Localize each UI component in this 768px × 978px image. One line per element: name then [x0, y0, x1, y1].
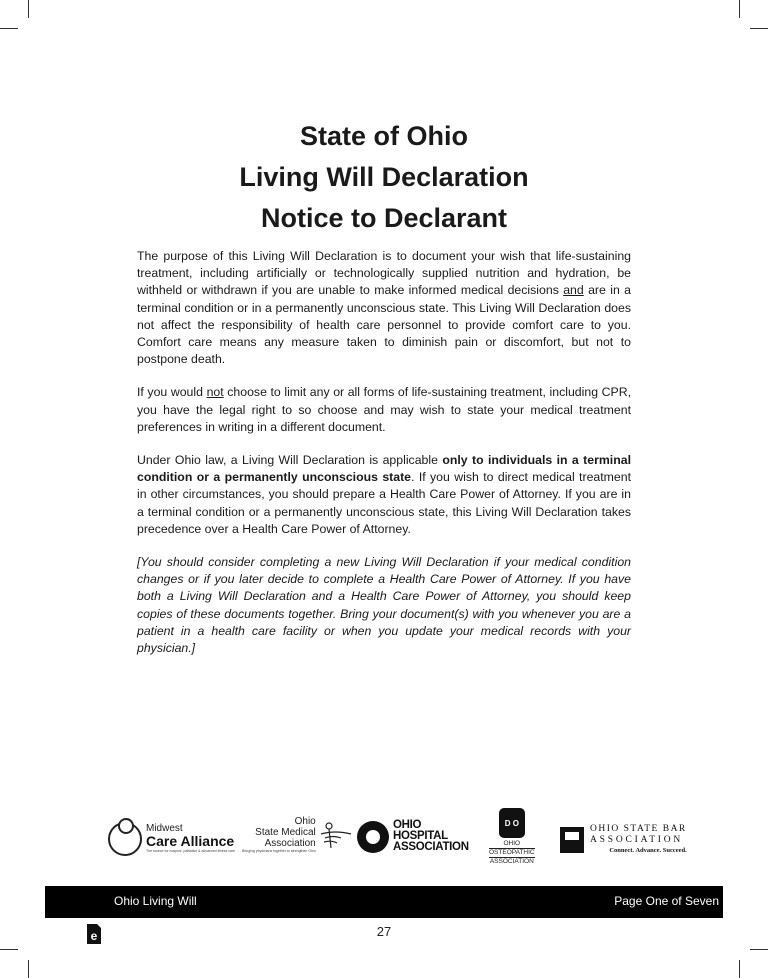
underlined-word: not [206, 385, 224, 400]
bold-text: only to individuals in a terminal condition or a permanently unconscious state [137, 453, 631, 485]
crop-mark [739, 0, 740, 18]
paragraph-text: are in a terminal condition or in a permanently unconscious state. This Living Will Declaration does not affect the responsibility of health care personnel to provide comfort care to you. Comfort care means any measure taken to diminish pain or discomfort, but not to postpone death. [137, 283, 631, 367]
osma-line2: State Medical [255, 827, 316, 838]
ooa-line1: OHIO [503, 840, 521, 847]
crop-mark [739, 960, 740, 978]
crop-mark [28, 960, 29, 978]
paragraph-cpr [137, 384, 631, 436]
paragraph-advice: [You should consider completing a new Living Will Declaration if your medical condition changes or if you later decide to complete a Health Care Power of Attorney. If you have both a Living Will Declaration and a Health Care Power of Attorney, you should keep copies of these documents together. Bring your document(s) with you whenever you are a patient in a health care facility or when you update your medical records with your physician.] [137, 555, 631, 656]
oha-line3: ASSOCIATION [393, 841, 469, 853]
osba-line1: OHIO STATE BAR [590, 824, 687, 834]
page-number: 27 [376, 924, 392, 939]
ohio-state-medical-association-logo [242, 816, 353, 854]
osba-line2: ASSOCIATION [590, 835, 684, 845]
crop-mark [750, 949, 768, 950]
oha-mark-icon [357, 821, 389, 853]
notice-body [137, 248, 631, 673]
crop-mark [0, 949, 18, 950]
svg-text:e: e [90, 929, 98, 943]
paragraph-text: . If you wish to direct medical treatment in other circumstances, you should prepare a Health Care Power of Attorney. If you are in a terminal condition or a permanently unconscious state, this Living Will Declaration takes precedence over a Health Care Power of Attorney. [137, 470, 631, 536]
paragraph-text: Under Ohio law, a Living Will Declaration is applicable [137, 453, 443, 468]
footer-page-label: Page One of Seven [614, 894, 719, 908]
paragraph-text: The purpose of this Living Will Declaration is to document your wish that life-sustaining treatment, including artificially or technologically supplied nutrition and hydration, be withheld or withdrawn if you are unable to make informed medical decisions [137, 249, 631, 298]
oha-line2: HOSPITAL [393, 830, 448, 842]
crop-mark [0, 28, 18, 29]
paragraph-text: If you would [137, 385, 207, 400]
mca-line1: Midwest [146, 823, 183, 834]
crop-mark [28, 0, 29, 18]
mca-mark-icon [108, 822, 142, 856]
paragraph-text: choose to limit any or all forms of life-sustaining treatment, including CPR, you have the legal right to so choose and may wish to state your medical treatment preferences in writing in a different document. [137, 385, 631, 434]
crop-mark [750, 28, 768, 29]
footer-bar [45, 886, 723, 918]
osba-mark-icon [560, 827, 584, 853]
osba-tagline: Connect. Advance. Succeed. [609, 847, 687, 854]
title-line-2: Living Will Declaration [239, 162, 529, 192]
ohio-hospital-association-logo [357, 820, 469, 853]
osma-line1: Ohio [294, 816, 316, 827]
midwest-care-alliance-logo [108, 822, 235, 856]
mca-line2: Care Alliance [146, 833, 235, 849]
osma-line3: Association [264, 838, 316, 849]
do-badge-icon: D O [499, 808, 525, 838]
ooa-line3: ASSOCIATION [489, 858, 534, 865]
ohio-state-bar-association-logo [560, 824, 687, 855]
ooa-line2: OSTEOPATHIC [489, 849, 535, 856]
footer-document-name: Ohio Living Will [114, 894, 197, 908]
title-line-3: Notice to Declarant [260, 203, 508, 233]
mca-tagline: The source for hospice, palliative & advanced illness care [146, 849, 236, 853]
page-title [0, 116, 768, 239]
underlined-word: and [563, 283, 584, 298]
paragraph-ohio-law [137, 452, 631, 538]
oha-line1: OHIO [393, 819, 422, 831]
caduceus-figure-icon [319, 820, 353, 850]
ohio-osteopathic-association-logo [489, 808, 535, 866]
title-line-1: State of Ohio [300, 121, 468, 151]
paragraph-purpose [137, 248, 631, 368]
sponsor-logos [0, 808, 768, 870]
osma-tagline: Bringing physicians together to strengthen Ohio [242, 849, 316, 853]
